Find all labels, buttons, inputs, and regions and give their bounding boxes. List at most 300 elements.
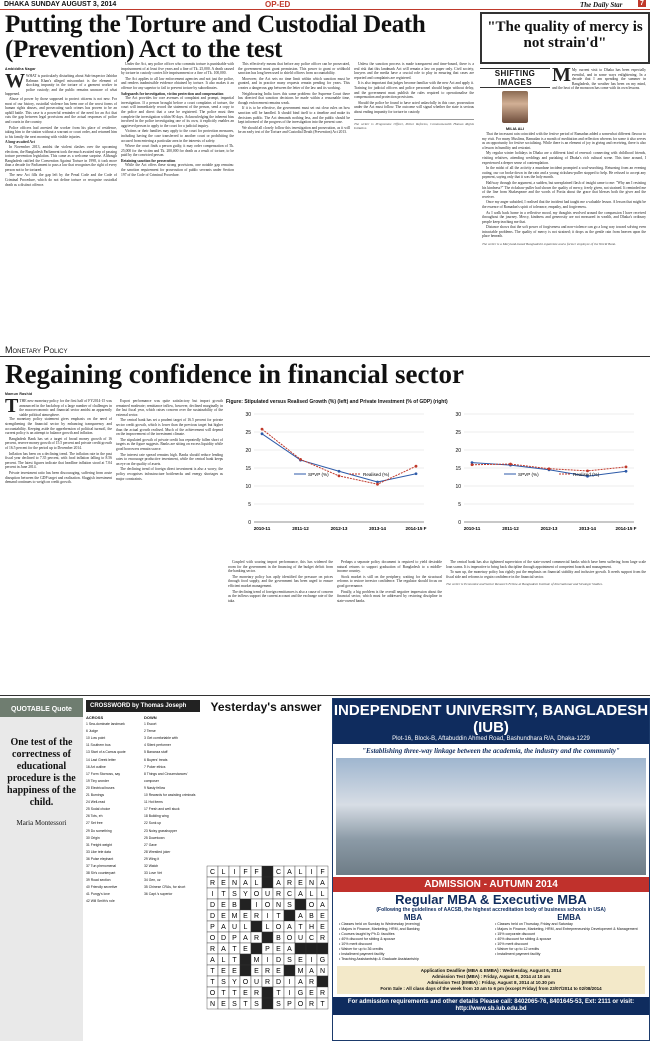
article1-bio: The writer is Programme Officer, Police Reforms, Commonwealth Human Rights Initiative.: [354, 119, 474, 130]
down-clue-1: 2 Tense: [144, 729, 156, 734]
grid-letter: I: [288, 990, 291, 997]
across-clue-18: 33 Like tele data: [86, 849, 111, 854]
grid-letter: I: [211, 891, 214, 898]
across-clue-2: 10 Low point: [86, 736, 106, 741]
grid-letter: E: [221, 1001, 226, 1008]
article1-title: Putting the Torture and Custodial Death (Prevention) Act to the test: [5, 11, 426, 63]
across-clue-19: 36 Pulse elephant: [86, 856, 114, 861]
x-tick-label: 2011-12: [502, 526, 519, 531]
across-heading: ACROSS: [86, 715, 104, 720]
grid-letter: R: [308, 979, 315, 986]
down-clues: [144, 721, 200, 898]
grid-letter: A: [221, 924, 226, 931]
grid-letter: E: [221, 913, 226, 920]
grid-letter: R: [209, 946, 216, 953]
grid-letter: D: [220, 935, 227, 942]
down-clue-6: 7 Poker ethics: [144, 764, 166, 769]
grid-letter: E: [298, 957, 303, 964]
x-tick-label: 2010-11: [463, 526, 481, 531]
grid-letter: A: [320, 902, 325, 909]
emba-points: [495, 922, 643, 957]
grid-letter: E: [221, 880, 226, 887]
data-point: [625, 466, 628, 469]
down-heading: DOWN: [144, 715, 157, 720]
column-bio: The writer is a Maryland-based Bangladeshi expatriate and a former employee of the World Bank.: [482, 242, 616, 247]
down-clue-12: 18 Building wing: [144, 814, 169, 819]
grid-letter: E: [243, 913, 248, 920]
grid-cell: [295, 899, 306, 910]
x-tick-label: 2012-13: [540, 526, 558, 531]
ad-date-2: Admission Test (EMBA) : Friday, August 8, 2014 at 10.30 pm: [427, 980, 555, 985]
grid-letter: O: [253, 891, 260, 898]
down-clue-11: 17 Fresh and well stuck: [144, 807, 180, 812]
ad-date-1: Admission Test (MBA) : Friday, August 8, 2014 at 10 am: [431, 974, 551, 979]
grid-letter: T: [232, 946, 237, 953]
grid-letter: S: [221, 979, 226, 986]
mba-point-3: • 40% discount for sibling & spouse: [339, 937, 396, 941]
across-clue-8: 19 Tiny wonder: [86, 778, 109, 783]
grid-letter: P: [287, 1001, 292, 1008]
article1-col2: Under the Act, any police officer who commits torture is punishable with imprisonment of at least five years and a fine of Tk. 25,000. A death caused by torture in custody carries life imprisonment or a fine of Tk. 100,000. The Act applies to all law enforcement agencies and not just the police, and renders inadmissible evidence obtained by torture. It also makes it an offence for any superior to fail to prevent torture by subordinates. Safeguards for investigation, victim protection and compensation The Act provides for core avenues of complaint and prompt, impartial investigation. If a person brought before a court complains of torture, the court will immediately record the statement of the person, send a copy to the police and direct that a case be registered. The police must then complete the investigation within 90 days. Acknowledging the inherent bias involved in the police investigating one of its own, it explicitly enables an aggrieved person to apply to the court for a judicial inquiry. Victims or their families may apply to the court for protection measures, including having the case transferred to another court or prohibiting the accused from entering a particular area in the interests of safety. Where the court finds a person guilty, it may order compensation of Tk. 25,000 for the victim and Tk. 200,000 for death as a result of torture, to be paid by the convicted person. Retaining sanction for prosecution While the Act offers these strong provisions, one notable gap remains: the sanction requirement for prosecution of public servants under Section 197 of the Code of Criminal Procedure.: [121, 62, 234, 177]
emba-point-2: • 15% corporate discount: [495, 932, 536, 936]
grid-letter: E: [243, 946, 248, 953]
across-clue-16: 30 Origin: [86, 835, 100, 840]
column-lead: My current visit to Dhaka has been especially eventful, and in some ways enlightening.: [571, 68, 646, 77]
grid-letter: N: [209, 1001, 216, 1008]
grid-letter: F: [243, 869, 248, 876]
down-clue-23: 36 Capt.'s superior: [144, 892, 173, 897]
data-point: [509, 463, 512, 466]
across-clue-1: 6 Judge: [86, 729, 99, 734]
campus-photo: [336, 758, 646, 875]
grid-letter: S: [287, 902, 292, 909]
answer-title: Yesterday's answer: [210, 700, 322, 714]
grid-letter: M: [253, 957, 260, 964]
article2-col3: Coupled with soaring import performance, this has widened the room for the government in the financing of the budget deficit from the banking sector. The monetary policy has aptly identified the pressure on prices through food supply, and the government has been urged to ensure efficient market management. The declining trend of foreign remittances is also a cause of concern as the inflows support the current account and the exchange rate of the taka.: [228, 560, 333, 603]
data-point: [338, 475, 341, 478]
article2-byline: Mamun Rashid: [5, 392, 33, 396]
x-tick-label: 2013-14: [369, 526, 386, 531]
emba-heading: EMBA: [557, 913, 581, 922]
grid-letter: C: [275, 869, 282, 876]
grid-letter: L: [309, 891, 314, 898]
grid-letter: O: [242, 979, 249, 986]
down-clue-17: 28 Wrestled joker: [144, 849, 171, 854]
mba-point-7: • Teaching Assistantship & Graduate Assistantship: [339, 957, 419, 961]
grid-letter: A: [287, 946, 292, 953]
mba-point-4: • 10% merit discount: [339, 942, 372, 946]
grid-cell: [251, 943, 262, 954]
emba-point-1: • Majors in Finance, Marketing, HRM, and Entrepreneurship Development & Management: [495, 927, 638, 931]
grid-letter: M: [231, 913, 238, 920]
grid-letter: A: [298, 891, 303, 898]
down-clue-0: 1 Escort: [144, 722, 157, 727]
y-tick-label: 25: [245, 430, 251, 436]
down-clue-8: 9 Nasty fellow: [144, 785, 166, 790]
figure-charts: [226, 406, 646, 556]
ad-program-columns: [333, 913, 649, 964]
across-list: [86, 714, 142, 906]
grid-letter: E: [298, 880, 303, 887]
ad-date-0: Application Deadline (MBA & EMBA) : Wednesday, August 6, 2014: [420, 968, 562, 973]
grid-letter: G: [297, 990, 304, 997]
across-clue-22: 39 Road section: [86, 878, 111, 883]
grid-letter: N: [231, 880, 238, 887]
data-point: [338, 470, 341, 473]
grid-letter: D: [209, 902, 216, 909]
mba-heading: MBA: [403, 913, 423, 922]
data-point: [261, 432, 264, 435]
y-tick-label: 20: [245, 448, 251, 454]
grid-letter: R: [319, 990, 326, 997]
grid-letter: A: [287, 924, 292, 931]
grid-letter: R: [264, 968, 271, 975]
y-tick-label: 10: [455, 484, 461, 490]
iub-advertisement[interactable]: [332, 698, 650, 1041]
grid-cell: [317, 976, 328, 987]
x-tick-label: 2011-12: [292, 526, 309, 531]
grid-letter: C: [308, 935, 315, 942]
x-tick-label: 2013-14: [579, 526, 596, 531]
grid-letter: I: [233, 869, 236, 876]
grid-letter: S: [232, 1001, 237, 1008]
grid-letter: I: [266, 957, 269, 964]
mba-point-6: • Installment payment facility: [339, 952, 385, 956]
grid-letter: O: [264, 902, 271, 909]
mba-column: [339, 915, 487, 962]
grid-letter: U: [264, 891, 271, 898]
grid-letter: G: [319, 957, 326, 964]
grid-letter: E: [243, 990, 248, 997]
section-label: OP-ED: [265, 0, 291, 9]
article1-sub1: A long-awaited Act: [5, 140, 35, 145]
grid-letter: R: [253, 990, 260, 997]
across-clue-14: 27 Set free: [86, 821, 103, 826]
across-clue-20: 37 Tun phenomenal: [86, 863, 116, 868]
grid-letter: F: [254, 869, 259, 876]
grid-letter: L: [221, 869, 226, 876]
grid-cell: [262, 866, 273, 877]
across-clue-10: 21 Burnings: [86, 793, 105, 798]
grid-cell: [262, 998, 273, 1009]
grid-letter: L: [298, 869, 303, 876]
grid-letter: O: [308, 902, 315, 909]
across-clue-4: 13 Start of a Camus quote: [86, 750, 126, 755]
grid-letter: N: [275, 902, 282, 909]
down-list: [144, 714, 200, 898]
grid-letter: I: [266, 913, 269, 920]
column-label-text: SHIFTING IMAGES: [480, 68, 550, 88]
grid-letter: L: [265, 924, 270, 931]
mba-point-5: • Waiver for up to 36 credits: [339, 947, 384, 951]
grid-letter: R: [308, 1001, 315, 1008]
article1-sub3: Retaining sanction for prosecution: [121, 158, 176, 163]
y-tick-label: 20: [455, 448, 461, 454]
grid-letter: B: [232, 902, 237, 909]
down-clue-9: 10 Rewards for assisting criminals: [144, 793, 196, 798]
grid-letter: A: [243, 935, 248, 942]
grid-letter: E: [309, 990, 314, 997]
grid-letter: O: [209, 990, 216, 997]
y-tick-label: 15: [455, 466, 461, 472]
grid-letter: I: [255, 902, 258, 909]
y-tick-label: 0: [248, 520, 251, 526]
across-clue-15: 29 Do something: [86, 828, 112, 833]
down-clue-16: 27 Gave: [144, 842, 157, 847]
down-clue-14: 23 Noisy grasshopper: [144, 828, 177, 833]
grid-letter: T: [232, 990, 237, 997]
emba-point-0: • Classes held on Thursday, Friday and Saturday: [495, 922, 573, 926]
ad-date-3: Form Sale : All class days of the week from 10 am to 6 pm (except Friday) from 23/07/2014 to 02/08/2014: [380, 986, 602, 991]
grid-letter: T: [320, 1001, 325, 1008]
down-clue-19: 32 Watch: [144, 863, 159, 868]
y-tick-label: 0: [458, 520, 461, 526]
ad-header: [333, 699, 649, 744]
grid-letter: U: [231, 924, 238, 931]
data-point: [261, 428, 264, 431]
grid-letter: R: [286, 880, 293, 887]
article1-col3: This effectively means that before any police officer can be prosecuted, the government must grant permission. This power to grant or withhold sanction has long been used to shield officers from accountability. Moreover, the Act sets no time limit within which sanction must be granted, and in practice many requests remain pending for years. This creates a dangerous gap between the letter of the law and its working. Neighbouring India faces this same problem: the Supreme Court there has directed that sanction decisions be made within a reasonable time, though enforcement remains weak. If it is to be effective, the government must set out clear rules on how sanction will be handled. It should bind itself to a timeline and make its decisions public. The Act demands nothing less, and the public should be kept informed of the progress of the investigation into the present case. We should all closely follow this investigation and prosecution, as it will be an early test of the Torture and Custodial Death (Prevention) Act 2013.: [238, 62, 350, 135]
grid-letter: B: [276, 935, 281, 942]
grid-letter: H: [308, 924, 315, 931]
article1-sub2: Safeguards for investigation, victim protection and compensation: [121, 91, 224, 96]
grid-letter: O: [209, 935, 216, 942]
mba-point-2: • Courses taught by Ph.D. faculties: [339, 932, 395, 936]
grid-letter: A: [298, 913, 303, 920]
article2-section: Monetary Policy: [5, 345, 68, 355]
grid-letter: M: [297, 968, 304, 975]
ad-university-name: INDEPENDENT UNIVERSITY, BANGLADESH (IUB): [333, 702, 649, 736]
grid-letter: I: [288, 979, 291, 986]
data-point: [415, 472, 418, 475]
article2-col1: TTHE new monetary policy for the first half of FY2014-15 was announced in the backdrop of a large number of challenges in the macroeconomic and financial sector amidst an apparently stable political atmosphere. The monetary policy statement gives emphasis on the need of strengthening the financial sector by enhancing transparency and accountability. Keeping aside the apprehension of political turmoil, the current policy is an attempt to balance growth and inflation. Bangladesh Bank has set a target of broad money growth of 16 percent, reserve money growth of 15.5 percent and private credit growth of 16.5 percent for the period up to December 2014. Inflation has been on a declining trend. The inflation rate in the past fiscal year declined to 7.35 percent, with food inflation falling to 8.56 percent. The latest figures indicate that headline inflation stood at 7.04 percent in June 2014. Private investment ratio has been discouraging, suffering from acute disruption between the GDP target and realisation. Sluggish investment demand continues to weigh on credit growth.: [5, 399, 112, 485]
grid-letter: T: [276, 913, 281, 920]
ad-accreditation: (Following the guidelines of AACSB, the highest accreditation body of business schools in USA): [376, 907, 606, 913]
x-tick-label: 2010-11: [253, 526, 271, 531]
grid-cell: [284, 910, 295, 921]
grid-letter: D: [209, 913, 216, 920]
article2-bio: The writer is Economist and Senior Research Fellow at Bangladesh Institute of International and Strategic Studies.: [446, 582, 603, 587]
grid-letter: L: [254, 880, 259, 887]
grid-cell: [284, 965, 295, 976]
emba-point-3: • 40% discount for sibling & spouse: [495, 937, 552, 941]
grid-letter: S: [276, 1001, 281, 1008]
down-clue-10: 11 Hot items: [144, 800, 163, 805]
down-clue-20: 33 Love Vet: [144, 871, 162, 876]
ad-program-title: Regular MBA & Executive MBA: [395, 892, 587, 907]
grid-letter: U: [297, 935, 304, 942]
grid-letter: L: [243, 924, 248, 931]
grid-letter: T: [276, 990, 281, 997]
grid-letter: D: [275, 979, 282, 986]
y-tick-label: 5: [248, 502, 251, 508]
grid-letter: S: [287, 957, 292, 964]
crossword-title: CROSSWORD by Thomas Joseph: [86, 700, 200, 712]
grid-letter: E: [320, 913, 325, 920]
grid-letter: O: [297, 1001, 304, 1008]
grid-letter: E: [221, 902, 226, 909]
down-clue-4: 5 Bananza stuff: [144, 750, 168, 755]
x-tick-label: 2012-13: [330, 526, 348, 531]
down-clue-13: 22 Sunk up: [144, 821, 162, 826]
across-clue-24: 41 Pungy's love: [86, 892, 110, 897]
grid-letter: R: [253, 913, 260, 920]
across-clue-6: 16 Art outline: [86, 764, 106, 769]
grid-letter: E: [254, 968, 259, 975]
ad-address: Plot-16, Block-B, Aftabuddin Ahmed Road, Bashundhara R/A, Dhaka-1229: [392, 736, 590, 742]
grid-letter: U: [253, 979, 260, 986]
grid-letter: T: [210, 968, 215, 975]
x-tick-label: 2014-15 F: [615, 526, 637, 531]
masthead-brand: The Daily Star: [580, 1, 623, 9]
grid-cell: [240, 899, 251, 910]
grid-cell: [317, 943, 328, 954]
grid-letter: R: [275, 891, 282, 898]
across-clues: [86, 721, 142, 905]
grid-letter: L: [221, 957, 226, 964]
article1-col1: WWHAT is particularly disturbing about Sub-inspector Jahidur Rahman Khan's alleged misconduct is the element of shocking impunity in the torture of a garment worker in police custody; and the public remains unaware of what happened. Abuse of power by those supposed to protect citizens is not new. For most of our history, custodial violence has been one of the worst forms of human rights abuses, and prosecuting such crimes has proven to be an uphill battle. This case is a powerful reminder of the need for an Act that cuts the gap between legal provisions and the actual responses of police and courts in the country. Police officers had arrested the worker from his place of residence, taking him to the station without a warrant or court order, and returned him to his family the next morning with visible injuries. A long-awaited Act In November 2013, amidst the violent clashes over the upcoming elections, the Bangladesh Parliament took the much awaited step of passing torture prevention legislation. This came as a welcome surprise. Although Bangladesh ratified the Convention Against Torture in 1998, it took more than a decade for Parliament to pass a law that recognises the right of every person not to be tortured. The new Act fills the gap left by the Penal Code and the Code of Criminal Procedure, which do not define torture or recognise custodial death as a distinct offence.: [5, 74, 117, 187]
across-clue-23: 40 Friendly secretive: [86, 885, 118, 890]
grid-letter: C: [286, 891, 293, 898]
grid-letter: D: [275, 957, 282, 964]
grid-cell: [295, 943, 306, 954]
grid-letter: R: [253, 935, 260, 942]
article1-byline: Ambiddha Nagar: [5, 67, 36, 71]
grid-letter: O: [275, 924, 282, 931]
across-clue-21: 38 Sir's counterpart: [86, 871, 116, 876]
y-tick-label: 30: [245, 412, 251, 418]
article2-col5: The central bank has also tightened supervision of the state-owned commercial banks which have been suffering from large scale loan scams. It is imperative to bring back discipline through appointment of competent boards and management. To sum up, the monetary policy has rightly put the emphasis on financial stability and inclusive growth. It needs support from the fiscal side and reforms to regain confidence in the financial sector. The writer is Economist and Senior Research Fellow at Bangladesh Institute of International and Strategic Studies.: [446, 560, 646, 587]
dateline: DHAKA SUNDAY AUGUST 3, 2014: [4, 1, 117, 8]
grid-letter: A: [210, 957, 215, 964]
ad-footer[interactable]: For admission requirements and other details Please call: 8402065-76, 8401645-53, Ext: 2111 or visit: http://www.sb.iub.edu.bd: [333, 997, 649, 1015]
quotable-author: Maria Montessori: [16, 819, 67, 827]
page-number: 7: [640, 0, 644, 7]
grid-letter: T: [243, 1001, 248, 1008]
grid-letter: O: [286, 935, 293, 942]
grid-letter: E: [276, 968, 281, 975]
article2-title: Regaining confidence in financial sector: [5, 359, 464, 389]
data-point: [625, 470, 628, 473]
y-tick-label: 15: [245, 466, 251, 472]
grid-cell: [262, 932, 273, 943]
across-clue-11: 24 Well-read: [86, 800, 106, 805]
down-clue-15: 25 Downtown: [144, 835, 165, 840]
grid-letter: C: [209, 869, 216, 876]
column-body: That the incessant rain coincided with the festive period of Ramadan added a somewhat different flavour to my visit. For many Muslims, Ramadan is a month of meditation and reflection whereas for some it also serves as an opportunity for festive socializing. While there is an element of joy in giving and receiving, there is also a lesson in humility and restraint. My regular winter holidays in Dhaka are a different kind of renewal: connecting with childhood friends, visiting relatives, attending weddings and partaking of Dhaka's rich cultural scene. This time around, I experienced a deeper sense of contemplation. In the midst of all the activity a mundane incident prompted a soul-searching. Returning from an evening outing, our car broke down in the rain and a young rickshaw-puller stopped to help. He refused to accept any payment, saying only that it was the holy month. Halfway through the argument, a sudden, but unexplained flash of insight came to me: "Why am I resisting his kindness?" The rickshaw-puller had shown the quality of mercy, freely given, not strained. It reminded me of the line from Shakespeare and the words of Portia about the grace that blesses both the giver and the receiver. Once my anger subsided, I realised that the incident had taught me a valuable lesson. A lesson that might be the essence of Ramadan's spirit of tolerance, empathy, and forgiveness. As I walk back home in a reflective mood, my thoughts revolved around the compassion I have received throughout the journey. Mercy, kindness and generosity are not measured in wealth, and Dhaka's ordinary people keep teaching me that. Distance shows that the soft power of forgiveness and non-violence can go a long way toward solving even intractable problems. The quality of mercy is not strained; it drops as the gentle rain from heaven upon the place beneath. The writer is a Maryland-based Bangladeshi expatriate and a former employee of the World Bank.: [482, 132, 646, 247]
grid-letter: E: [276, 946, 281, 953]
grid-letter: I: [310, 869, 313, 876]
legend-label: Realised (%): [363, 472, 390, 477]
down-clue-21: 34 Gen, oz: [144, 878, 161, 883]
mba-point-1: • Majors in Finance, Marketing, HRM, and Banking: [339, 927, 420, 931]
y-tick-label: 25: [455, 430, 461, 436]
across-clue-7: 17 Form Stornoss, say: [86, 771, 121, 776]
grid-letter: A: [221, 946, 226, 953]
column-title-box: [480, 12, 650, 64]
across-clue-9: 20 Electrical buses: [86, 785, 115, 790]
grid-cell: [240, 954, 251, 965]
grid-letter: N: [319, 968, 326, 975]
article2-col2: Export performance was quite satisfactory but import growth remained moderate; remittance inflow, however, declined marginally in the last fiscal year, which raises concern over the sustainability of the external sector. The central bank has set a prudent target of 16.5 percent for private sector credit growth, which is lower than the previous target but higher than the actual growth realised. Much of the achievement will depend on the improvement of the investment climate. The stipulated growth of private credit has repeatedly fallen short of targets as the figure suggests. Banks are sitting on excess liquidity while good borrowers remain scarce. The interest rate spread remains high. Banks should reduce lending rates to encourage productive investment, while the central bank keeps an eye on the quality of assets. The declining trend of foreign direct investment is also a worry; the policy recognises infrastructure bottlenecks and energy shortages as major constraints.: [116, 399, 223, 481]
column-label: [480, 68, 550, 131]
grid-cell: [262, 877, 273, 888]
x-tick-label: 2014-15 F: [405, 526, 427, 531]
quotable-text: One test of the correctness of educational procedure is the happiness of the child.: [7, 737, 76, 808]
grid-letter: A: [276, 880, 281, 887]
grid-letter: S: [232, 891, 237, 898]
grid-letter: A: [320, 880, 325, 887]
grid-letter: E: [221, 968, 226, 975]
grid-cell: [240, 965, 251, 976]
quotable-quote-box: [0, 698, 83, 1041]
down-clue-7: 8 Things and Circumstances' composer: [144, 771, 188, 783]
grid-letter: L: [320, 891, 325, 898]
grid-letter: A: [298, 979, 303, 986]
grid-letter: R: [209, 880, 216, 887]
down-clue-2: 3 Get comfortable with: [144, 736, 178, 741]
grid-letter: B: [309, 913, 314, 920]
data-point: [471, 463, 474, 466]
ad-admission-band: ADMISSION - AUTUMN 2014: [333, 877, 649, 892]
quotable-tag: QUOTABLE Quote: [0, 698, 83, 717]
crossword-grid: [206, 716, 331, 1041]
mba-points: [339, 922, 487, 962]
y-tick-label: 10: [245, 484, 251, 490]
grid-letter: P: [265, 946, 270, 953]
grid-cell: [262, 987, 273, 998]
figure-title: Figure: Stipulated versus Realised Growth (%) (left) and Private Investment (% of GDP) (right): [226, 399, 448, 405]
data-point: [415, 465, 418, 468]
grid-letter: F: [320, 869, 325, 876]
emba-point-6: • Installment payment facility: [495, 952, 541, 956]
across-clue-12: 25 Sodal choice: [86, 807, 111, 812]
grid-letter: T: [232, 957, 237, 964]
column-author: MILIA ALI: [505, 126, 525, 131]
column-lead-block: M My current visit to Dhaka has been especially eventful, and in some ways enlightening. In a decade that I am spending the summer in Bangladesh, the weather has been on my mind, and the heat of the monsoon has come with its own lessons.: [552, 68, 646, 91]
grid-letter: T: [221, 990, 226, 997]
grid-letter: T: [298, 924, 303, 931]
bottom-rule: [0, 695, 650, 696]
grid-letter: A: [309, 968, 314, 975]
grid-letter: E: [320, 924, 325, 931]
crossword-clues: [86, 714, 200, 1041]
page-header: [0, 0, 650, 10]
across-clue-13: 26 Tots, eh: [86, 814, 103, 819]
across-clue-17: 31 Freight weight: [86, 842, 113, 847]
grid-letter: Y: [243, 891, 248, 898]
data-point: [376, 483, 379, 486]
y-tick-label: 30: [455, 412, 461, 418]
across-clue-0: 1 Sea-dominate landmark: [86, 722, 125, 727]
grid-letter: S: [254, 1001, 259, 1008]
grid-letter: T: [221, 891, 226, 898]
grid-cell: [306, 943, 317, 954]
grid-letter: Y: [232, 979, 237, 986]
column-title: "The quality of mercy is not strain'd": [487, 19, 643, 51]
author-photo: [502, 91, 528, 123]
grid-letter: P: [210, 924, 215, 931]
ad-dates: [337, 966, 645, 994]
grid-letter: A: [287, 869, 292, 876]
down-clue-22: 35 Chinese CRAs, for short: [144, 885, 186, 890]
data-point: [299, 458, 302, 461]
emba-column: [495, 915, 643, 962]
section-rule: [0, 356, 650, 357]
across-clue-5: 14 Last Greek letter: [86, 757, 116, 762]
y-tick-label: 5: [458, 502, 461, 508]
down-clue-3: 4 Silent performer: [144, 743, 171, 748]
